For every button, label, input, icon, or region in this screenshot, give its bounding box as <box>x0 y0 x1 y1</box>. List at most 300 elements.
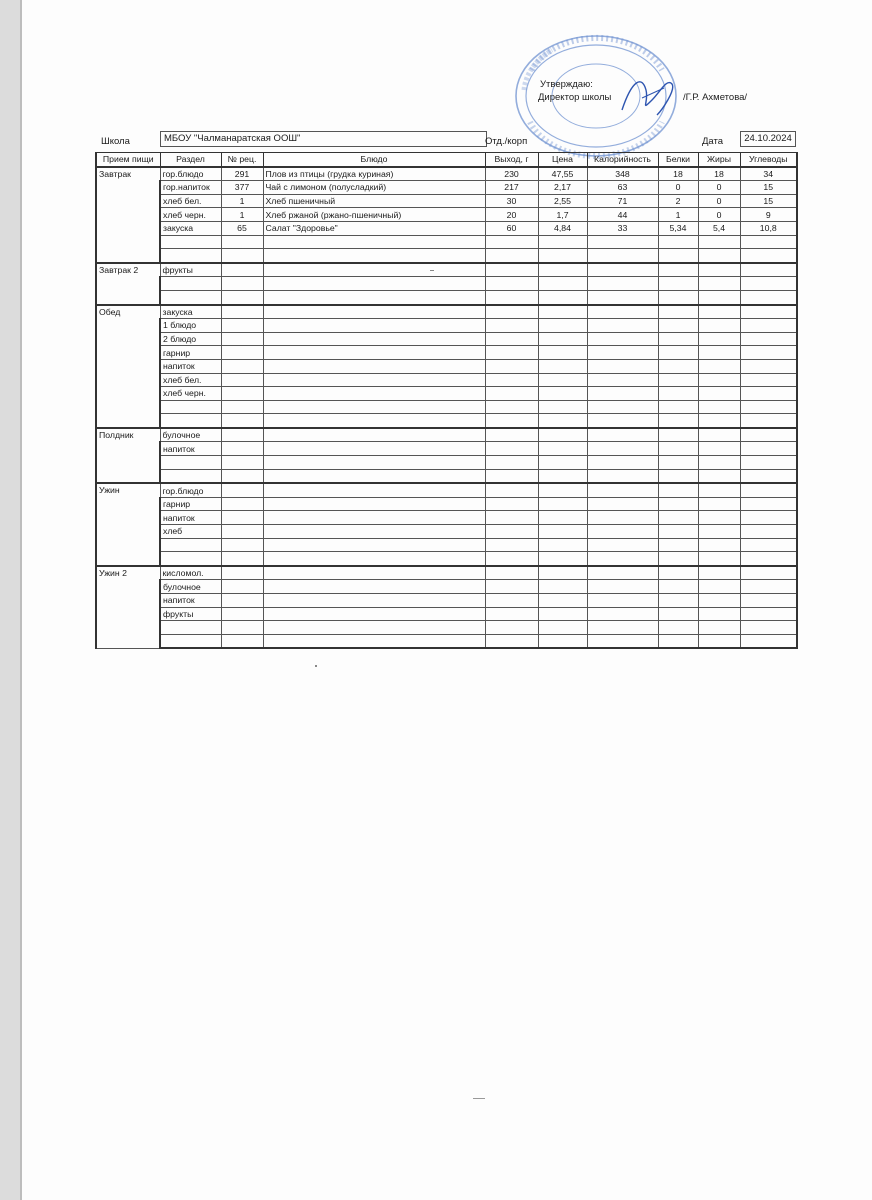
yield-cell <box>485 263 538 277</box>
protein-cell <box>658 346 698 360</box>
yield-cell <box>485 387 538 401</box>
column-header-meal: Прием пищи <box>96 153 160 167</box>
table-row <box>96 387 797 401</box>
protein-cell <box>658 552 698 566</box>
table-row <box>96 414 797 428</box>
carbs-cell <box>740 414 797 428</box>
protein-cell <box>658 387 698 401</box>
protein-cell: 5,34 <box>658 221 698 235</box>
fat-cell <box>698 346 740 360</box>
section-cell <box>160 552 221 566</box>
dish-cell <box>263 400 485 414</box>
table-row <box>96 525 797 539</box>
yield-cell <box>485 305 538 319</box>
recipe-cell <box>221 332 263 346</box>
recipe-cell <box>221 249 263 263</box>
carbs-cell <box>740 511 797 525</box>
dish-cell <box>263 497 485 511</box>
table-row <box>96 621 797 635</box>
table-row <box>96 456 797 470</box>
protein-cell <box>658 290 698 304</box>
scan-edge-line <box>20 0 22 1200</box>
protein-cell <box>658 249 698 263</box>
yield-cell <box>485 359 538 373</box>
protein-cell: 18 <box>658 167 698 181</box>
kcal-cell <box>587 319 658 333</box>
price-cell <box>538 442 587 456</box>
recipe-cell <box>221 305 263 319</box>
price-cell <box>538 359 587 373</box>
carbs-cell <box>740 456 797 470</box>
approval-line-name: /Г.Р. Ахметова/ <box>683 92 748 103</box>
price-cell <box>538 235 587 249</box>
recipe-cell <box>221 566 263 580</box>
kcal-cell <box>587 552 658 566</box>
dish-cell <box>263 580 485 594</box>
protein-cell <box>658 277 698 291</box>
price-cell <box>538 469 587 483</box>
kcal-cell <box>587 538 658 552</box>
fat-cell <box>698 263 740 277</box>
protein-cell <box>658 235 698 249</box>
meal-name-cell: Ужин 2 <box>96 566 160 649</box>
kcal-cell: 71 <box>587 194 658 208</box>
protein-cell <box>658 332 698 346</box>
fat-cell <box>698 428 740 442</box>
yield-cell: 230 <box>485 167 538 181</box>
dish-cell: Хлеб пшеничный <box>263 194 485 208</box>
table-row <box>96 442 797 456</box>
recipe-cell <box>221 359 263 373</box>
dish-cell <box>263 552 485 566</box>
carbs-cell: 9 <box>740 208 797 222</box>
recipe-cell <box>221 456 263 470</box>
protein-cell <box>658 400 698 414</box>
carbs-cell: 15 <box>740 194 797 208</box>
dish-cell <box>263 373 485 387</box>
table-row <box>96 469 797 483</box>
section-cell <box>160 249 221 263</box>
table-row <box>96 346 797 360</box>
section-cell: напиток <box>160 442 221 456</box>
recipe-cell <box>221 634 263 648</box>
fat-cell <box>698 483 740 497</box>
dish-cell <box>263 332 485 346</box>
section-cell <box>160 290 221 304</box>
recipe-cell <box>221 442 263 456</box>
yield-cell <box>485 235 538 249</box>
carbs-cell <box>740 249 797 263</box>
kcal-cell: 44 <box>587 208 658 222</box>
dish-cell <box>263 594 485 608</box>
fat-cell: 0 <box>698 208 740 222</box>
dish-cell: Хлеб ржаной (ржано-пшеничный) <box>263 208 485 222</box>
price-cell <box>538 263 587 277</box>
kcal-cell: 348 <box>587 167 658 181</box>
kcal-cell <box>587 332 658 346</box>
table-header-row <box>96 153 797 167</box>
price-cell <box>538 511 587 525</box>
protein-cell <box>658 538 698 552</box>
carbs-cell <box>740 373 797 387</box>
table-row <box>96 305 797 319</box>
protein-cell: 2 <box>658 194 698 208</box>
carbs-cell <box>740 332 797 346</box>
section-cell: гор.напиток <box>160 181 221 195</box>
carbs-cell <box>740 552 797 566</box>
yield-cell <box>485 634 538 648</box>
dish-cell <box>263 469 485 483</box>
column-header-recipe: № рец. <box>221 153 263 167</box>
section-cell <box>160 235 221 249</box>
section-cell: напиток <box>160 359 221 373</box>
price-cell: 2,55 <box>538 194 587 208</box>
recipe-cell <box>221 235 263 249</box>
column-header-price: Цена <box>538 153 587 167</box>
section-cell: закуска <box>160 305 221 319</box>
fat-cell <box>698 305 740 319</box>
price-cell <box>538 290 587 304</box>
protein-cell <box>658 634 698 648</box>
carbs-cell <box>740 277 797 291</box>
protein-cell <box>658 305 698 319</box>
price-cell: 47,55 <box>538 167 587 181</box>
section-cell: булочное <box>160 428 221 442</box>
section-cell: хлеб <box>160 525 221 539</box>
kcal-cell <box>587 621 658 635</box>
protein-cell <box>658 359 698 373</box>
price-cell <box>538 346 587 360</box>
section-cell: фрукты <box>160 607 221 621</box>
kcal-cell <box>587 456 658 470</box>
kcal-cell <box>587 525 658 539</box>
carbs-cell <box>740 594 797 608</box>
dish-cell: Салат "Здоровье" <box>263 221 485 235</box>
fat-cell <box>698 373 740 387</box>
kcal-cell <box>587 634 658 648</box>
column-header-fat: Жиры <box>698 153 740 167</box>
kcal-cell <box>587 277 658 291</box>
carbs-cell <box>740 621 797 635</box>
yield-cell <box>485 442 538 456</box>
yield-cell <box>485 621 538 635</box>
fat-cell <box>698 497 740 511</box>
carbs-cell <box>740 346 797 360</box>
section-cell: 1 блюдо <box>160 319 221 333</box>
yield-cell <box>485 290 538 304</box>
kcal-cell <box>587 373 658 387</box>
price-cell <box>538 621 587 635</box>
table-row <box>96 566 797 580</box>
section-cell: хлеб черн. <box>160 208 221 222</box>
section-cell <box>160 634 221 648</box>
recipe-cell <box>221 607 263 621</box>
recipe-cell <box>221 469 263 483</box>
carbs-cell <box>740 525 797 539</box>
table-row <box>96 497 797 511</box>
price-cell <box>538 249 587 263</box>
yield-cell <box>485 594 538 608</box>
recipe-cell <box>221 277 263 291</box>
column-header-protein: Белки <box>658 153 698 167</box>
dish-cell <box>263 428 485 442</box>
dish-cell <box>263 634 485 648</box>
kcal-cell <box>587 414 658 428</box>
fat-cell <box>698 552 740 566</box>
section-cell: напиток <box>160 594 221 608</box>
fat-cell <box>698 290 740 304</box>
date-label: Дата <box>702 136 724 147</box>
protein-cell <box>658 621 698 635</box>
table-row <box>96 208 797 222</box>
fat-cell <box>698 511 740 525</box>
section-cell: напиток <box>160 511 221 525</box>
kcal-cell <box>587 607 658 621</box>
price-cell <box>538 634 587 648</box>
table-row <box>96 428 797 442</box>
yield-cell <box>485 400 538 414</box>
fat-cell <box>698 332 740 346</box>
section-cell: гор.блюдо <box>160 167 221 181</box>
table-row <box>96 511 797 525</box>
section-cell: гарнир <box>160 497 221 511</box>
carbs-cell <box>740 305 797 319</box>
director-signature <box>612 70 682 120</box>
protein-cell <box>658 607 698 621</box>
fat-cell <box>698 235 740 249</box>
column-header-yield: Выход, г <box>485 153 538 167</box>
protein-cell: 0 <box>658 181 698 195</box>
carbs-cell: 10,8 <box>740 221 797 235</box>
table-row <box>96 400 797 414</box>
yield-cell <box>485 277 538 291</box>
yield-cell: 217 <box>485 181 538 195</box>
protein-cell <box>658 511 698 525</box>
fat-cell <box>698 387 740 401</box>
carbs-cell <box>740 400 797 414</box>
protein-cell <box>658 469 698 483</box>
price-cell <box>538 373 587 387</box>
kcal-cell <box>587 497 658 511</box>
yield-cell <box>485 607 538 621</box>
table-row <box>96 634 797 648</box>
fat-cell: 18 <box>698 167 740 181</box>
price-cell <box>538 387 587 401</box>
section-cell <box>160 538 221 552</box>
yield-cell <box>485 580 538 594</box>
table-row <box>96 290 797 304</box>
fat-cell <box>698 580 740 594</box>
dish-cell <box>263 290 485 304</box>
dish-cell <box>263 387 485 401</box>
kcal-cell <box>587 428 658 442</box>
price-cell <box>538 497 587 511</box>
table-row <box>96 359 797 373</box>
kcal-cell <box>587 290 658 304</box>
section-cell: закуска <box>160 221 221 235</box>
protein-cell <box>658 580 698 594</box>
fat-cell: 0 <box>698 194 740 208</box>
protein-cell <box>658 414 698 428</box>
protein-cell <box>658 594 698 608</box>
recipe-cell <box>221 400 263 414</box>
yield-cell <box>485 538 538 552</box>
column-header-kcal: Калорийность <box>587 153 658 167</box>
protein-cell <box>658 497 698 511</box>
yield-cell: 20 <box>485 208 538 222</box>
dish-cell <box>263 525 485 539</box>
kcal-cell <box>587 359 658 373</box>
table-row <box>96 538 797 552</box>
price-cell <box>538 594 587 608</box>
dish-cell <box>263 305 485 319</box>
yield-cell <box>485 373 538 387</box>
price-cell <box>538 332 587 346</box>
column-header-dish: Блюдо <box>263 153 485 167</box>
approval-line-director: Директор школы <box>538 92 612 103</box>
price-cell <box>538 538 587 552</box>
table-row <box>96 594 797 608</box>
price-cell: 2,17 <box>538 181 587 195</box>
table-row <box>96 483 797 497</box>
section-cell: хлеб бел. <box>160 194 221 208</box>
kcal-cell <box>587 235 658 249</box>
carbs-cell <box>740 469 797 483</box>
meal-name-cell: Завтрак <box>96 167 160 263</box>
dish-cell <box>263 319 485 333</box>
carbs-cell <box>740 235 797 249</box>
carbs-cell <box>740 290 797 304</box>
fat-cell <box>698 277 740 291</box>
dish-cell: Чай с лимоном (полусладкий) <box>263 181 485 195</box>
dish-cell <box>263 359 485 373</box>
fat-cell <box>698 525 740 539</box>
section-cell: булочное <box>160 580 221 594</box>
price-cell <box>538 400 587 414</box>
dept-label: Отд./корп <box>485 136 528 147</box>
price-cell <box>538 552 587 566</box>
yield-cell <box>485 483 538 497</box>
kcal-cell: 33 <box>587 221 658 235</box>
scan-speck <box>315 665 317 667</box>
recipe-cell <box>221 428 263 442</box>
recipe-cell: 1 <box>221 208 263 222</box>
price-cell <box>538 525 587 539</box>
protein-cell: 1 <box>658 208 698 222</box>
school-label: Школа <box>101 136 130 147</box>
fat-cell: 5,4 <box>698 221 740 235</box>
carbs-cell <box>740 359 797 373</box>
protein-cell <box>658 442 698 456</box>
dish-cell <box>263 263 485 277</box>
yield-cell <box>485 456 538 470</box>
carbs-cell <box>740 483 797 497</box>
dish-cell <box>263 538 485 552</box>
carbs-cell <box>740 263 797 277</box>
kcal-cell <box>587 511 658 525</box>
protein-cell <box>658 483 698 497</box>
yield-cell <box>485 414 538 428</box>
yield-cell <box>485 346 538 360</box>
yield-cell <box>485 511 538 525</box>
price-cell <box>538 566 587 580</box>
dish-cell <box>263 277 485 291</box>
kcal-cell <box>587 483 658 497</box>
dish-cell <box>263 607 485 621</box>
carbs-cell <box>740 580 797 594</box>
fat-cell <box>698 400 740 414</box>
recipe-cell <box>221 497 263 511</box>
table-row <box>96 249 797 263</box>
kcal-cell <box>587 469 658 483</box>
price-cell <box>538 414 587 428</box>
protein-cell <box>658 319 698 333</box>
recipe-cell: 291 <box>221 167 263 181</box>
recipe-cell <box>221 346 263 360</box>
kcal-cell <box>587 566 658 580</box>
section-cell <box>160 621 221 635</box>
dish-cell <box>263 511 485 525</box>
dish-cell <box>263 483 485 497</box>
meal-name-cell: Завтрак 2 <box>96 263 160 305</box>
yield-cell <box>485 428 538 442</box>
recipe-cell <box>221 483 263 497</box>
scan-speck <box>430 270 434 271</box>
section-cell <box>160 469 221 483</box>
section-cell: хлеб черн. <box>160 387 221 401</box>
section-cell <box>160 277 221 291</box>
yield-cell: 60 <box>485 221 538 235</box>
scan-speck <box>473 1098 485 1099</box>
fat-cell <box>698 456 740 470</box>
table-row <box>96 263 797 277</box>
yield-cell <box>485 319 538 333</box>
fat-cell <box>698 607 740 621</box>
section-cell: гор.блюдо <box>160 483 221 497</box>
recipe-cell <box>221 594 263 608</box>
price-cell <box>538 305 587 319</box>
fat-cell <box>698 566 740 580</box>
meal-name-cell: Обед <box>96 305 160 428</box>
column-header-carbs: Углеводы <box>740 153 797 167</box>
recipe-cell <box>221 511 263 525</box>
yield-cell <box>485 552 538 566</box>
table-row <box>96 167 797 181</box>
kcal-cell <box>587 580 658 594</box>
yield-cell <box>485 332 538 346</box>
section-cell <box>160 400 221 414</box>
dish-cell <box>263 414 485 428</box>
carbs-cell <box>740 634 797 648</box>
date-field: 24.10.2024 <box>740 131 796 147</box>
yield-cell <box>485 497 538 511</box>
table-row <box>96 277 797 291</box>
price-cell: 1,7 <box>538 208 587 222</box>
recipe-cell <box>221 552 263 566</box>
approval-line-approve: Утверждаю: <box>540 79 593 90</box>
yield-cell <box>485 469 538 483</box>
recipe-cell <box>221 414 263 428</box>
price-cell <box>538 607 587 621</box>
section-cell <box>160 456 221 470</box>
meal-name-cell: Ужин <box>96 483 160 566</box>
kcal-cell <box>587 249 658 263</box>
recipe-cell <box>221 290 263 304</box>
kcal-cell <box>587 442 658 456</box>
recipe-cell: 65 <box>221 221 263 235</box>
menu-table-body <box>96 167 797 649</box>
table-row <box>96 181 797 195</box>
